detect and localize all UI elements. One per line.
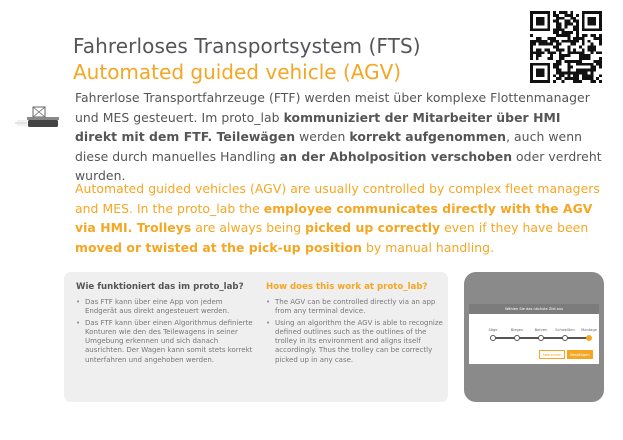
hmi-screen <box>469 304 599 364</box>
hmi-step-dot[interactable] <box>586 335 592 341</box>
info-column-en <box>266 282 446 367</box>
list-item: • Using an algorithm the AGV is able to recognize defined outlines such as the outlines of the trolley in its environment and aligns itself accordingly. Thus the trolley can be correctly picked up in any case. <box>266 319 446 365</box>
hmi-device <box>464 272 604 402</box>
hmi-step-label: Biegen <box>510 328 524 332</box>
confirm-button[interactable]: Bestätigen <box>567 350 593 359</box>
info-list-de <box>76 298 256 365</box>
hmi-step-dot[interactable] <box>514 335 520 341</box>
qr-code-icon[interactable] <box>530 11 602 83</box>
hmi-title-bar: Wählen Sie das nächste Ziel aus <box>469 304 599 314</box>
list-item: • The AGV can be controlled directly via an app from any terminal device. <box>266 298 446 317</box>
hmi-step-label: Schweißen <box>555 328 575 332</box>
intro-paragraph-en: Automated guided vehicles (AGV) are usually controlled by complex fleet managers and MES. In the proto_lab the employee communicates directly with the AGV via HMI. Trolleys are always being picked up correctly even if they have been moved or twisted at the pick-up position by manual handling. <box>75 181 600 255</box>
hmi-step-label: Säge <box>488 328 498 332</box>
info-list-en <box>266 298 446 365</box>
page-title-de: Fahrerloses Transportsystem (FTS) <box>73 34 421 58</box>
info-column-de <box>76 282 256 367</box>
list-item: • Das FTF kann über einen Algorithmus definierte Konturen wie den des Teilewagens in seiner Umgebung erkennen und sich danach ausrichten. Der Wagen kann somit stets korrekt unterfahren und angehoben werden. <box>76 319 256 365</box>
info-heading-en: How does this work at proto_lab? <box>266 282 428 292</box>
hmi-step-label: Bohren <box>534 328 548 332</box>
info-heading-de: Wie funktioniert das im proto_lab? <box>76 282 244 292</box>
agv-vehicle-icon <box>14 106 62 132</box>
hmi-step-labels <box>469 328 599 334</box>
hmi-step-dot[interactable] <box>538 335 544 341</box>
intro-paragraph-de: Fahrerlose Transportfahrzeuge (FTF) werden meist über komplexe Flottenmanager und MES gesteuert. Im proto_lab kommuniziert der Mitarbeiter über HMI direkt mit dem FTF. Teilewägen werden korrekt aufgenommen, auch wenn diese durch manuelles Handling an der Abholposition verschoben oder verdreht wurden. <box>75 90 602 184</box>
hmi-step-dot[interactable] <box>562 335 568 341</box>
cancel-button[interactable]: Abbrechen <box>539 350 565 359</box>
list-item: • Das FTF kann über eine App von jedem Endgerät aus direkt angesteuert werden. <box>76 298 256 317</box>
hmi-step-dot[interactable] <box>490 335 496 341</box>
page-title-en: Automated guided vehicle (AGV) <box>73 60 402 84</box>
info-box <box>64 272 448 402</box>
hmi-step-label: Montage <box>581 328 597 332</box>
